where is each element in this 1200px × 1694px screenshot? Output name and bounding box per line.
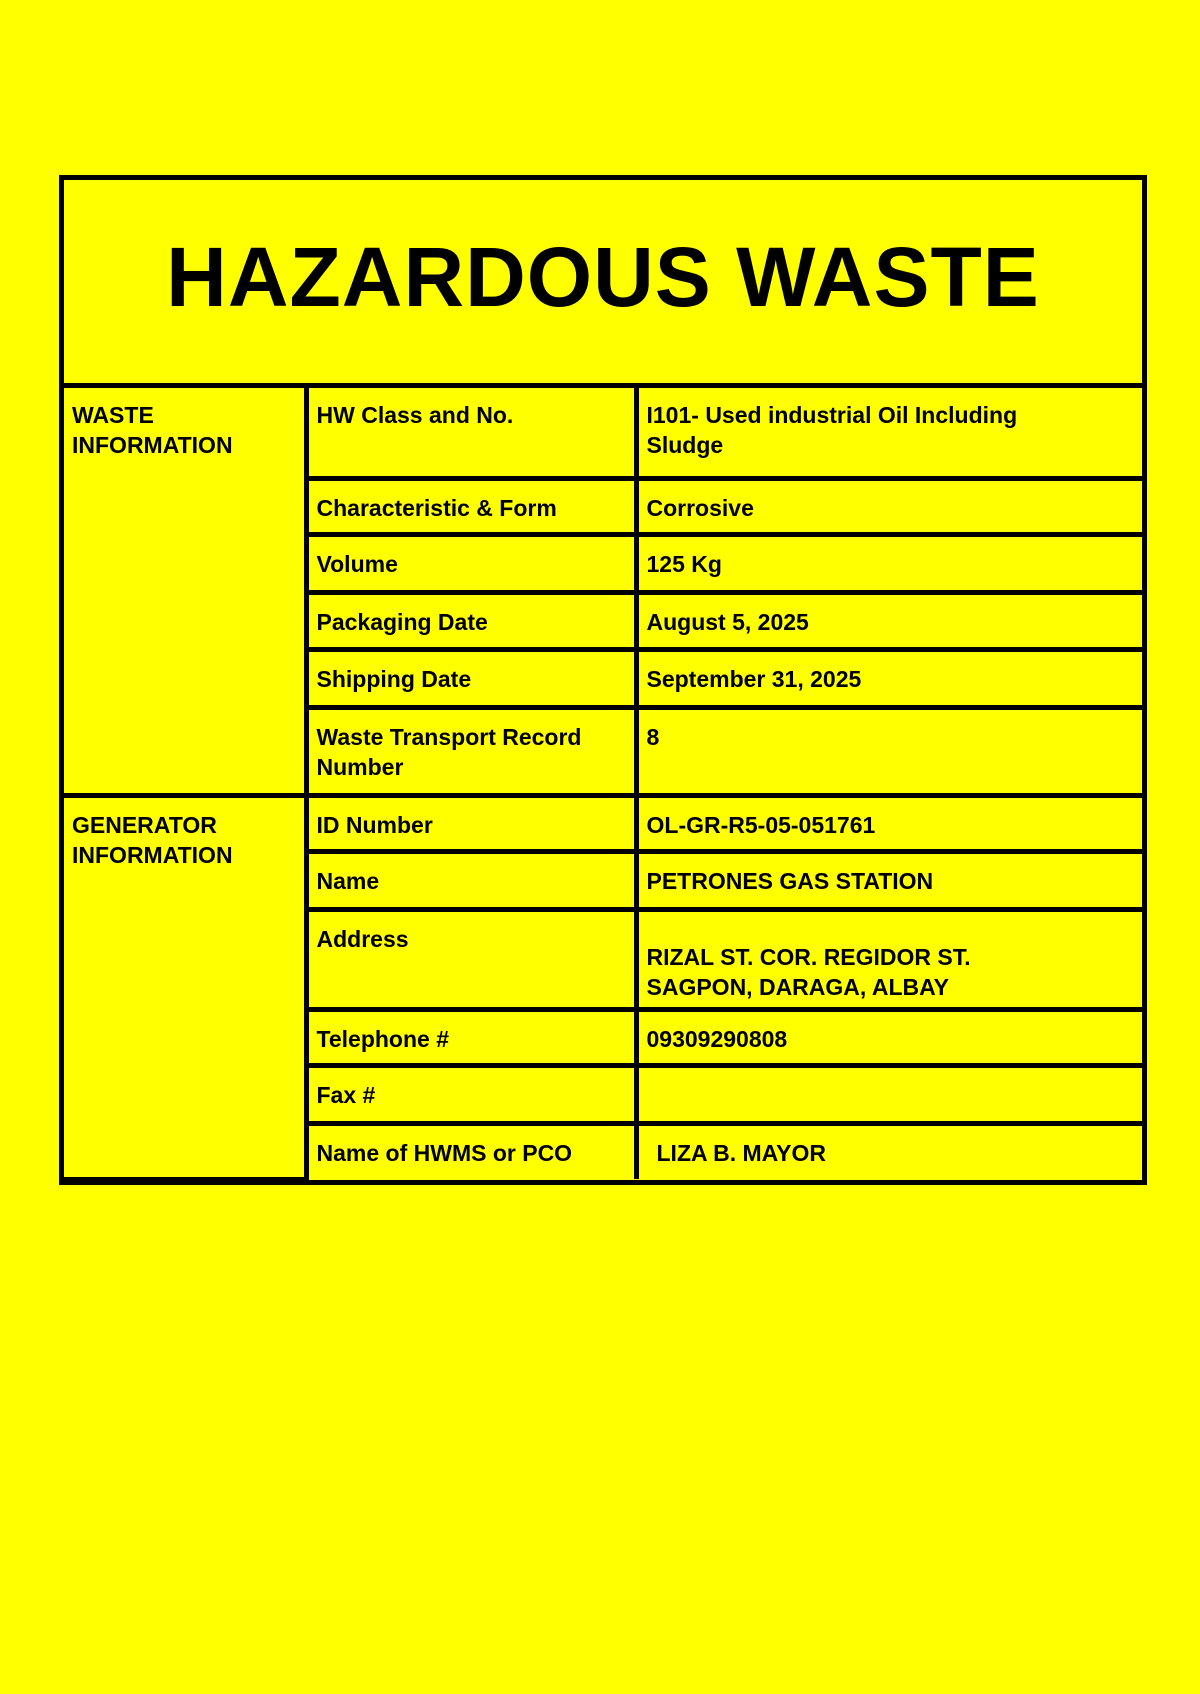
field-value [636,909,1142,1009]
field-label: Address [306,909,636,1009]
field-value [636,1065,1142,1123]
table-row [64,795,1142,851]
field-value: 125 Kg [636,534,1142,592]
field-value: OL-GR-R5-05-051761 [636,795,1142,851]
title-cell [64,180,1142,388]
field-label: ID Number [306,795,636,851]
field-label: Packaging Date [306,592,636,649]
generator-information-heading [64,795,306,1179]
field-value: 8 [636,707,1142,795]
field-value: LIZA B. MAYOR [636,1123,1142,1179]
field-label: Characteristic & Form [306,478,636,534]
field-value [636,388,1142,478]
label-line: Number [316,753,404,780]
section-label-line: INFORMATION [72,432,233,458]
field-label: Shipping Date [306,649,636,707]
info-table [64,388,1142,1182]
section-label-line: GENERATOR [72,811,217,838]
field-label: Volume [306,534,636,592]
generator-information-section [64,795,1142,1179]
section-label-line: INFORMATION [72,841,233,868]
field-label: Name of HWMS or PCO [306,1123,636,1179]
field-value: August 5, 2025 [636,592,1142,649]
field-label [306,707,636,795]
label-line: Waste Transport Record [316,723,582,750]
field-value: PETRONES GAS STATION [636,851,1142,909]
label-title: HAZARDOUS WASTE [166,230,1040,324]
value-line: SAGPON, DARAGA, ALBAY [646,973,949,1000]
field-value: September 31, 2025 [636,649,1142,707]
field-value: Corrosive [636,478,1142,534]
waste-information-heading [64,388,306,795]
waste-information-section [64,388,1142,795]
value-line: RIZAL ST. COR. REGIDOR ST. [646,943,971,970]
field-label: Name [306,851,636,909]
field-label: Fax # [306,1065,636,1123]
field-value: 09309290808 [636,1009,1142,1065]
field-label: Telephone # [306,1009,636,1065]
hazardous-waste-label [59,175,1147,1185]
field-label: HW Class and No. [306,388,636,478]
section-label-line: WASTE [72,402,154,428]
table-row [64,388,1142,478]
value-line: Sludge [646,432,724,458]
value-line: I101- Used industrial Oil Including [646,402,1018,428]
